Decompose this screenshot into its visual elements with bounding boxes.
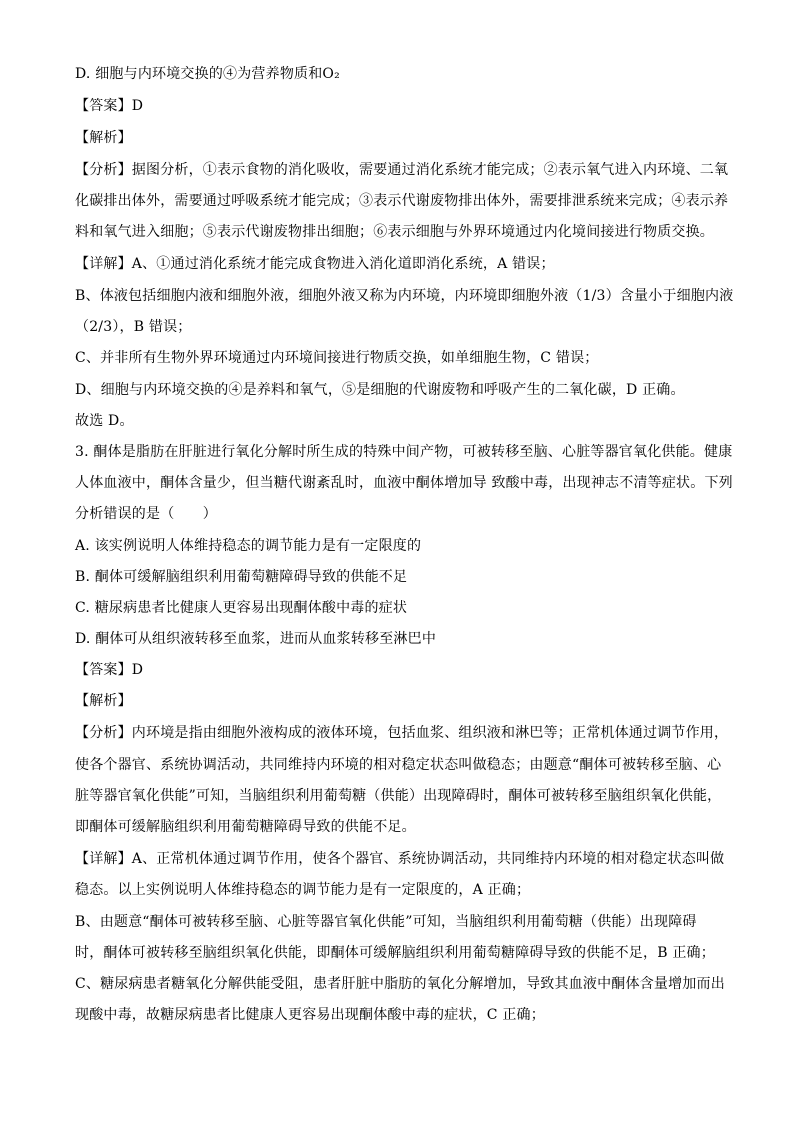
detail-text-line: B、由题意“酮体可被转移至脑、心脏等器官氧化供能”可知，当脑组织利用葡萄糖（供能）出现障碍 [75,914,697,930]
detail-text-line: C、糖尿病患者糖氧化分解供能受阻，患者肝脏中脂肪的氧化分解增加，导致其血液中酮体含量增加而出 [75,976,725,992]
detail-text-line: （2/3），B 错误； [75,319,192,335]
option-a: A. 该实例说明人体维持稳态的调节能力是有一定限度的 [75,538,422,554]
conclusion-line: 故选 D。 [75,413,134,429]
analysis-text-line: 化碳排出体外，需要通过呼吸系统才能完成；③表示代谢废物排出体外，需要排泄系统来完成；④表示养 [75,193,729,209]
answer-label: 【答案】D [75,98,144,114]
detail-text-line: 稳态。以上实例说明人体维持稳态的调节能力是有一定限度的，A 正确； [75,882,531,898]
detail-text-line: 现酸中毒，故糖尿病患者比健康人更容易出现酮体酸中毒的症状，C 正确； [75,1007,545,1023]
question-3-stem: 分析错误的是（ ） [75,506,217,522]
detail-text-line: 【详解】A、①通过消化系统才能完成食物进入消化道即消化系统，A 错误； [75,256,555,272]
analysis-text-line: 使各个器官、系统协调活动，共同维持内环境的相对稳定状态叫做稳态；由题意“酮体可被转移至脑、心 [75,757,722,773]
detail-text-line: D、细胞与内环境交换的④是养料和氧气，⑤是细胞的代谢废物和呼吸产生的二氧化碳，D 正确。 [75,382,685,398]
analysis-text-line: 料和氧气进入细胞；⑤表示代谢废物排出细胞；⑥表示细胞与外界环境通过内化境间接进行物质交换。 [75,224,714,240]
analysis-text-line: 脏等器官氧化供能”可知，当脑组织利用葡萄糖（供能）出现障碍时，酮体可被转移至脑组织氧化供能， [75,788,722,804]
detail-text-line: B、体液包括细胞内液和细胞外液，细胞外液又称为内环境，内环境即细胞外液（1/3）含量小于细胞内液 [75,288,734,304]
analysis-label: 【解析】 [75,693,132,709]
analysis-text-line: 即酮体可缓解脑组织利用葡萄糖障碍导致的供能不足。 [75,819,416,835]
answer-label: 【答案】D [75,662,144,678]
detail-text-line: C、并非所有生物外界环境通过内环境间接进行物质交换，如单细胞生物，C 错误； [75,350,599,366]
option-c: C. 糖尿病患者比健康人更容易出现酮体酸中毒的症状 [75,600,408,616]
detail-text-line: 【详解】A、正常机体通过调节作用，使各个器官、系统协调活动，共同维持内环境的相对稳定状态叫做 [75,851,725,867]
option-d: D. 酮体可从组织液转移至血浆，进而从血浆转移至淋巴中 [75,631,437,647]
question-3-stem: 人体血液中，酮体含量少，但当糖代谢紊乱时，血液中酮体增加导 致酸中毒，出现神志不清等症状。下列 [75,475,733,491]
question-3-stem: 3. 酮体是脂肪在肝脏进行氧化分解时所生成的特殊中间产物，可被转移至脑、心脏等器官氧化供能。健康 [75,444,733,460]
analysis-text-line: 【分析】内环境是指由细胞外液构成的液体环境，包括血浆、组织液和淋巴等；正常机体通过调节作用， [75,725,729,741]
option-d-line: D. 细胞与内环境交换的④为营养物质和O₂ [75,66,340,82]
detail-text-line: 时，酮体可被转移至脑组织氧化供能，即酮体可缓解脑组织利用葡萄糖障碍导致的供能不足，B 正确； [75,945,715,961]
analysis-text-line: 【分析】据图分析，①表示食物的消化吸收，需要通过消化系统才能完成；②表示氧气进入内环境、二氧 [75,162,729,178]
option-b: B. 酮体可缓解脑组织利用葡萄糖障碍导致的供能不足 [75,569,408,585]
analysis-label: 【解析】 [75,130,132,146]
